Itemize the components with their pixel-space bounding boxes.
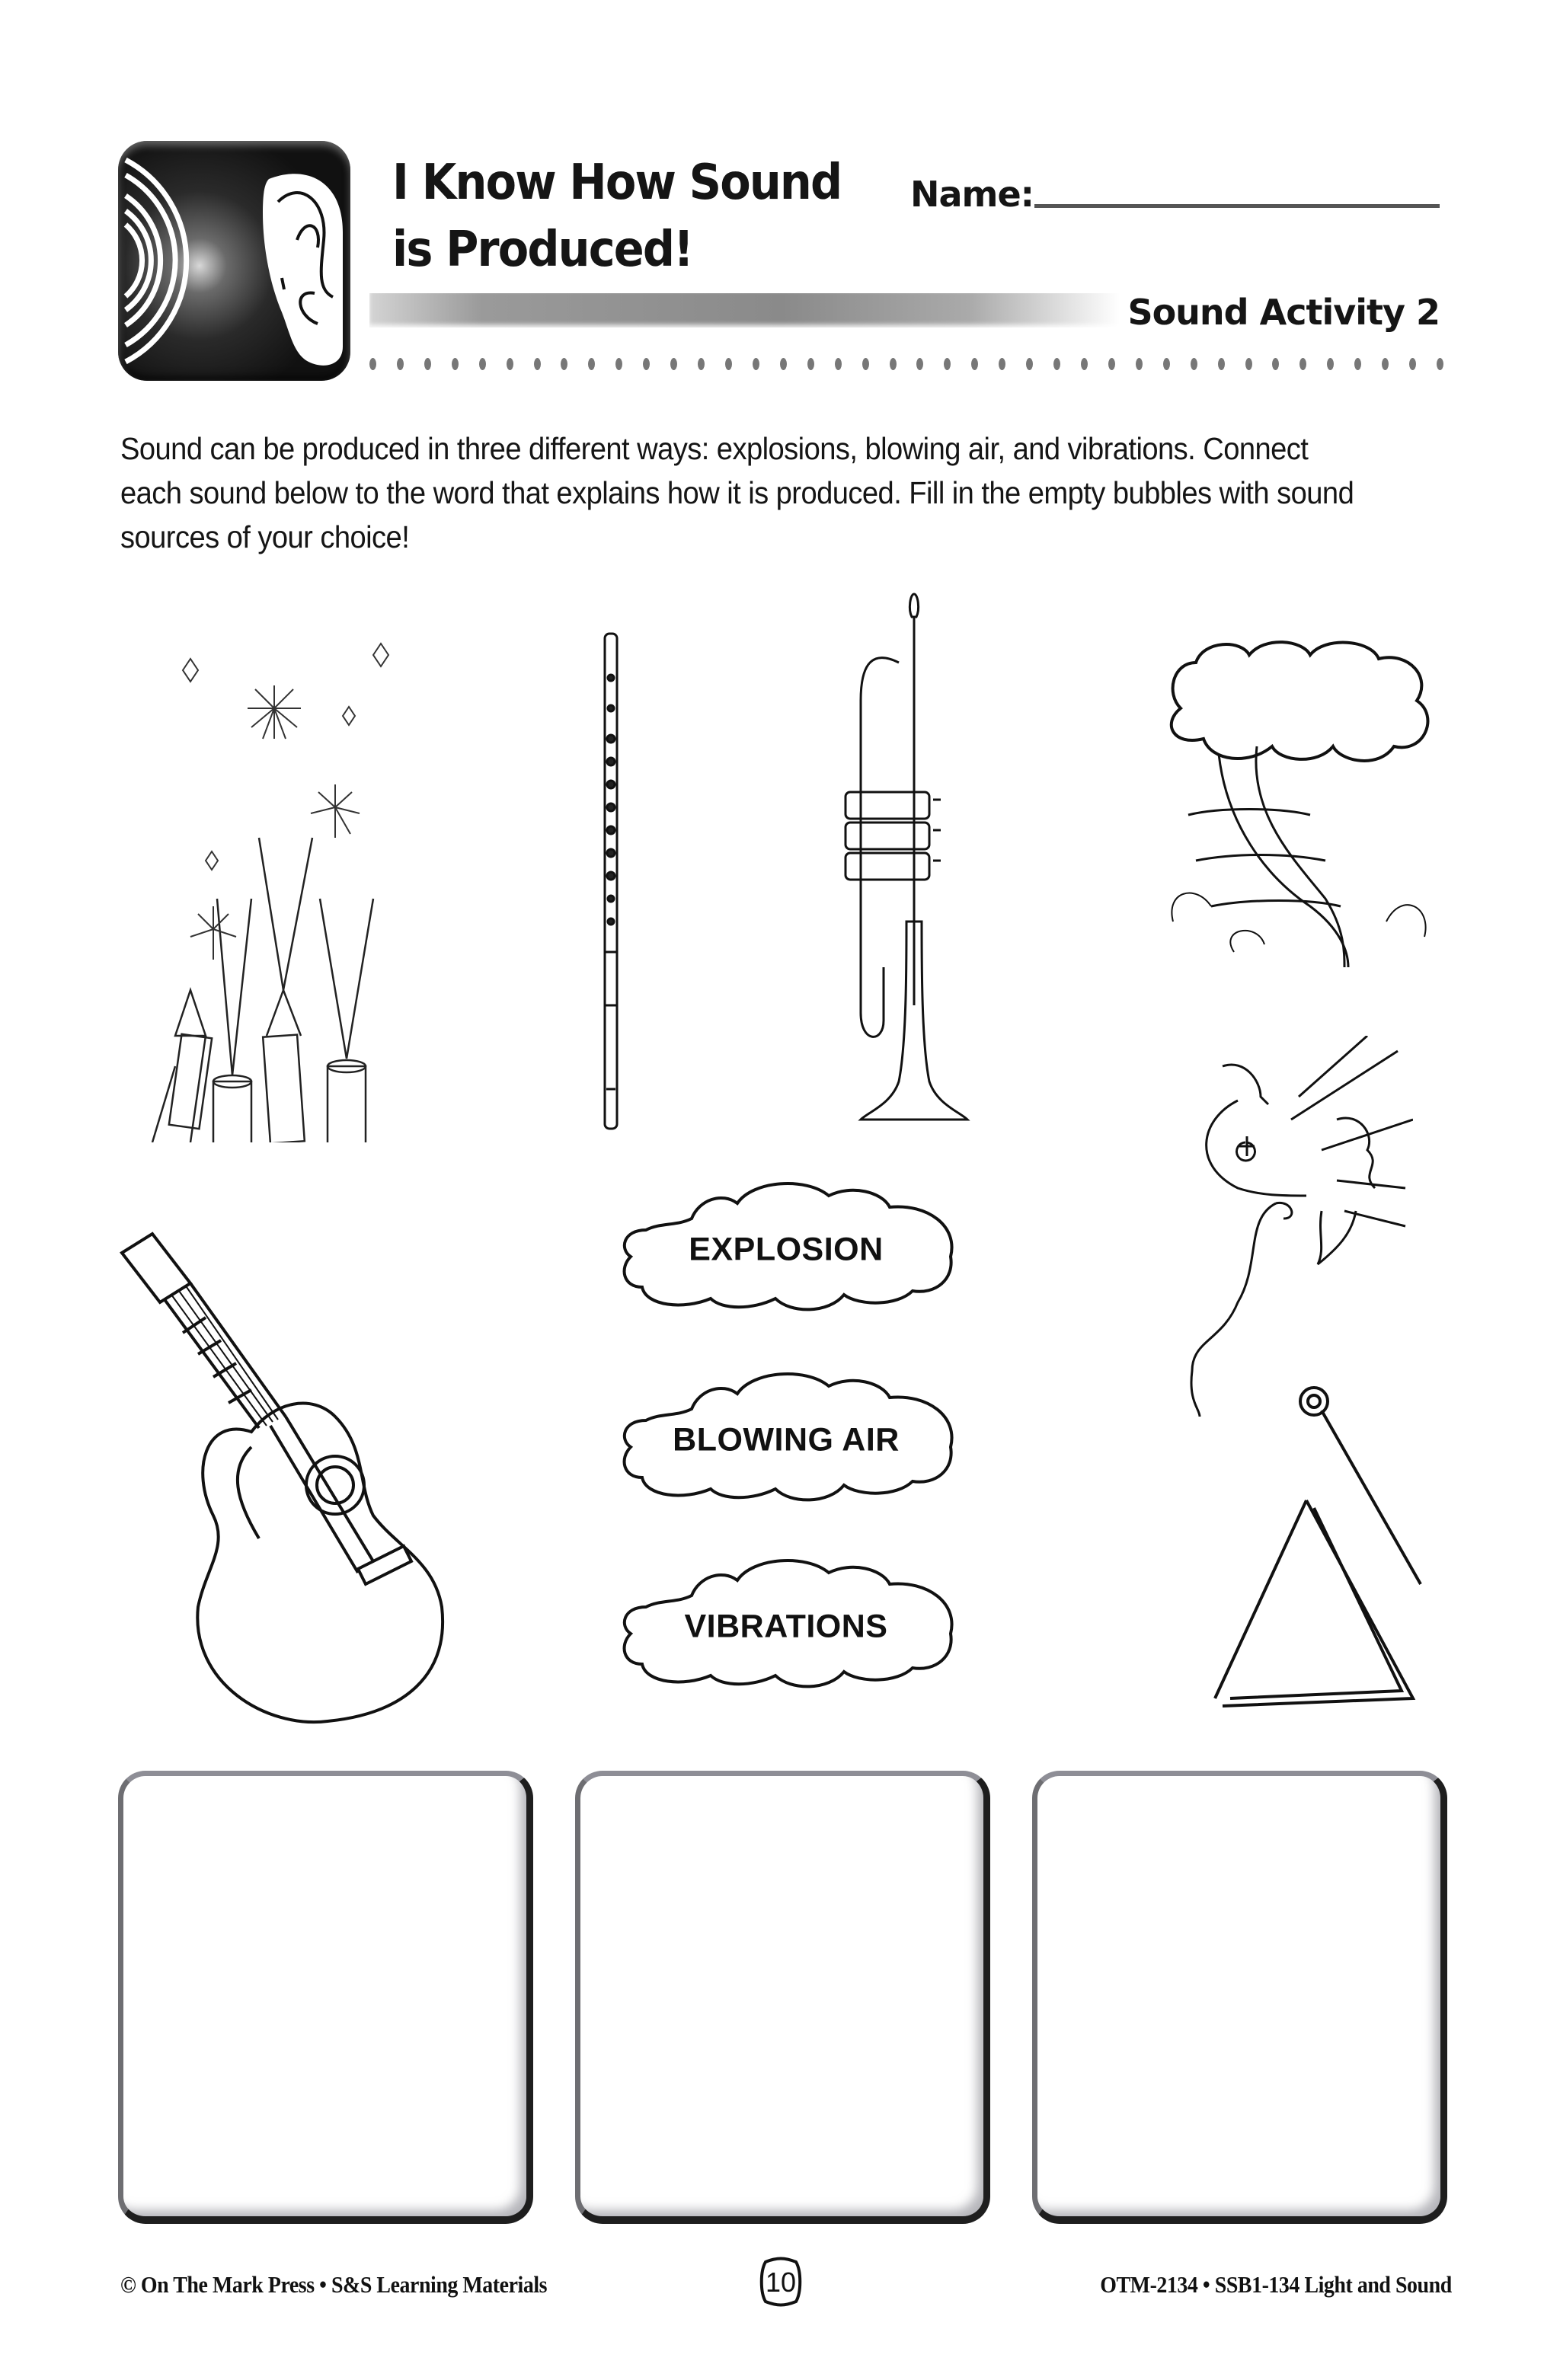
guitar-icon[interactable]	[114, 1226, 465, 1736]
page-number-badge	[754, 2256, 807, 2308]
category-blowing-air[interactable]	[615, 1363, 957, 1508]
category-explosion[interactable]	[615, 1173, 957, 1318]
activity-label: Sound Activity 2	[1127, 292, 1440, 333]
flute-icon[interactable]	[596, 632, 626, 1131]
answer-box-1[interactable]	[118, 1771, 533, 2224]
page-title-line2: is Produced!	[392, 222, 693, 278]
answer-box-3[interactable]	[1032, 1771, 1447, 2224]
tornado-icon[interactable]	[1158, 632, 1447, 982]
footer-copyright: © On The Mark Press • S&S Learning Materials	[120, 2271, 548, 2298]
category-label: VIBRATIONS	[684, 1608, 888, 1645]
instructions-text: Sound can be produced in three different ways: explosions, blowing air, and vibrations. Connect each sound below to the word that explains how it is produced. Fill in the empty bubbles with sound sources of your choice!	[120, 431, 1354, 554]
category-label: EXPLOSION	[689, 1231, 884, 1268]
triangle-instrument-icon[interactable]	[1207, 1386, 1436, 1736]
footer-product-code: OTM-2134 • SSB1-134 Light and Sound	[1100, 2271, 1452, 2298]
category-vibrations[interactable]	[615, 1550, 957, 1695]
answer-box-2[interactable]	[575, 1771, 990, 2224]
ear-sound-waves-icon	[118, 141, 350, 381]
header-gradient-bar	[369, 293, 1120, 327]
popping-balloon-icon[interactable]	[1184, 1036, 1413, 1432]
name-field[interactable]	[1034, 204, 1440, 208]
name-label: Name:	[910, 174, 1034, 215]
trumpet-icon[interactable]	[838, 586, 990, 1127]
page-title: I Know How Sound	[392, 155, 842, 211]
fireworks-icon[interactable]	[145, 609, 449, 1142]
page-number: 10	[765, 2267, 797, 2298]
category-label: BLOWING AIR	[673, 1421, 900, 1458]
dotted-divider	[369, 356, 1443, 372]
